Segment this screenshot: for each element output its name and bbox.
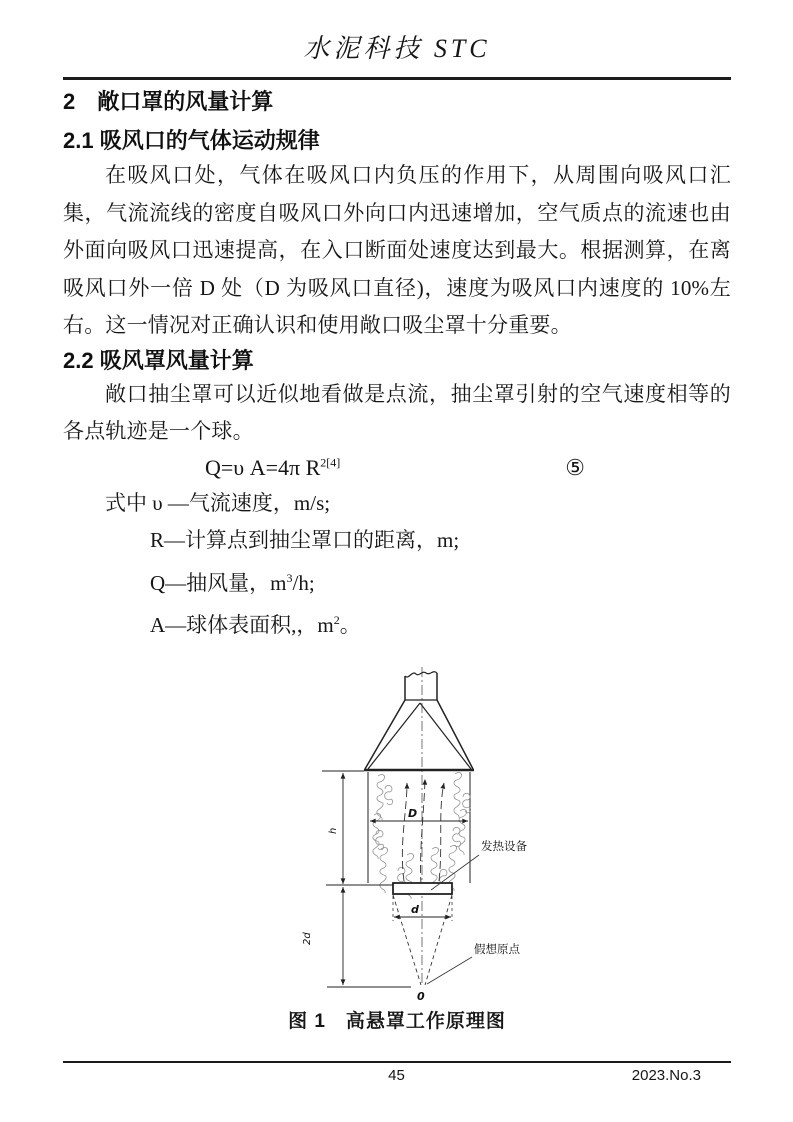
header-rule: [63, 77, 731, 80]
dimension-label-2d: 2d: [302, 931, 313, 945]
equation-expression: [205, 455, 340, 481]
section-2-2-heading: 2.2 吸风罩风量计算: [63, 347, 254, 373]
figure-1-caption: 图 1 高悬罩工作原理图: [288, 1010, 506, 1032]
heat-equipment-label: 发热设备: [481, 838, 527, 853]
journal-title: 水泥科技 STC: [303, 34, 491, 63]
issue-number: 2023.No.3: [631, 1067, 701, 1084]
dimension-label-h: h: [328, 827, 339, 834]
airflow-streamlines: [402, 779, 444, 885]
converging-flow-lines: [393, 895, 452, 985]
suction-hood-cone: [364, 700, 474, 770]
figure-1: [63, 659, 731, 1034]
page-number: 45: [388, 1067, 405, 1084]
section-2-1-heading: 2.1 吸风口的气体运动规律: [63, 128, 320, 153]
symbol-definitions: [63, 485, 731, 645]
heat-source-plate: [393, 883, 452, 894]
where-velocity-line: 式中 υ —气流速度，m/s;: [105, 490, 331, 515]
imaginary-origin-leader-line: [427, 957, 472, 984]
heat-equipment-leader-line: [431, 855, 479, 890]
where-radius-line: R—计算点到抽尘罩口的距离，m;: [150, 528, 460, 552]
section-2-heading: 2 敞口罩的风量计算: [63, 89, 274, 114]
origin-point-label: 0: [417, 989, 425, 1003]
where-area-line: A—球体表面积,，$m^2$。: [150, 613, 361, 637]
equation-5-row: [63, 451, 731, 485]
dimension-label-D: D: [408, 806, 418, 820]
equation-number: ⑤: [565, 454, 585, 480]
section-2-2-paragraph: 敞口抽尘罩可以近似地看做是点流，抽尘罩引射的空气速度相等的各点轨迹是一个球。: [63, 381, 731, 443]
equation-main: Q=υ A=4π R: [205, 454, 321, 480]
equation-superscript: 2[4]: [320, 455, 341, 470]
footer-rule: [63, 1061, 731, 1063]
imaginary-origin-label: 假想原点: [474, 941, 520, 956]
where-flow-line: Q—抽风量，$m^3/h$;: [150, 570, 315, 595]
dimension-label-d: d: [411, 902, 419, 916]
exhaust-duct: [405, 671, 437, 699]
high-canopy-hood-diagram: [280, 659, 600, 1004]
section-2-1-paragraph: 在吸风口处，气体在吸风口内负压的作用下，从周围向吸风口汇集，气流流线的密度自吸风口外向口内迅速增加，空气质点的流速也由外面向吸风口迅速提高，在入口断面处速度达到最大。根据测算，在离吸风口外一倍 D 处（D 为吸风口直径)，速度为吸风口内速度的 10%左右。这一情况对正确认识和使用敞口吸尘罩十分重要。: [63, 163, 731, 337]
